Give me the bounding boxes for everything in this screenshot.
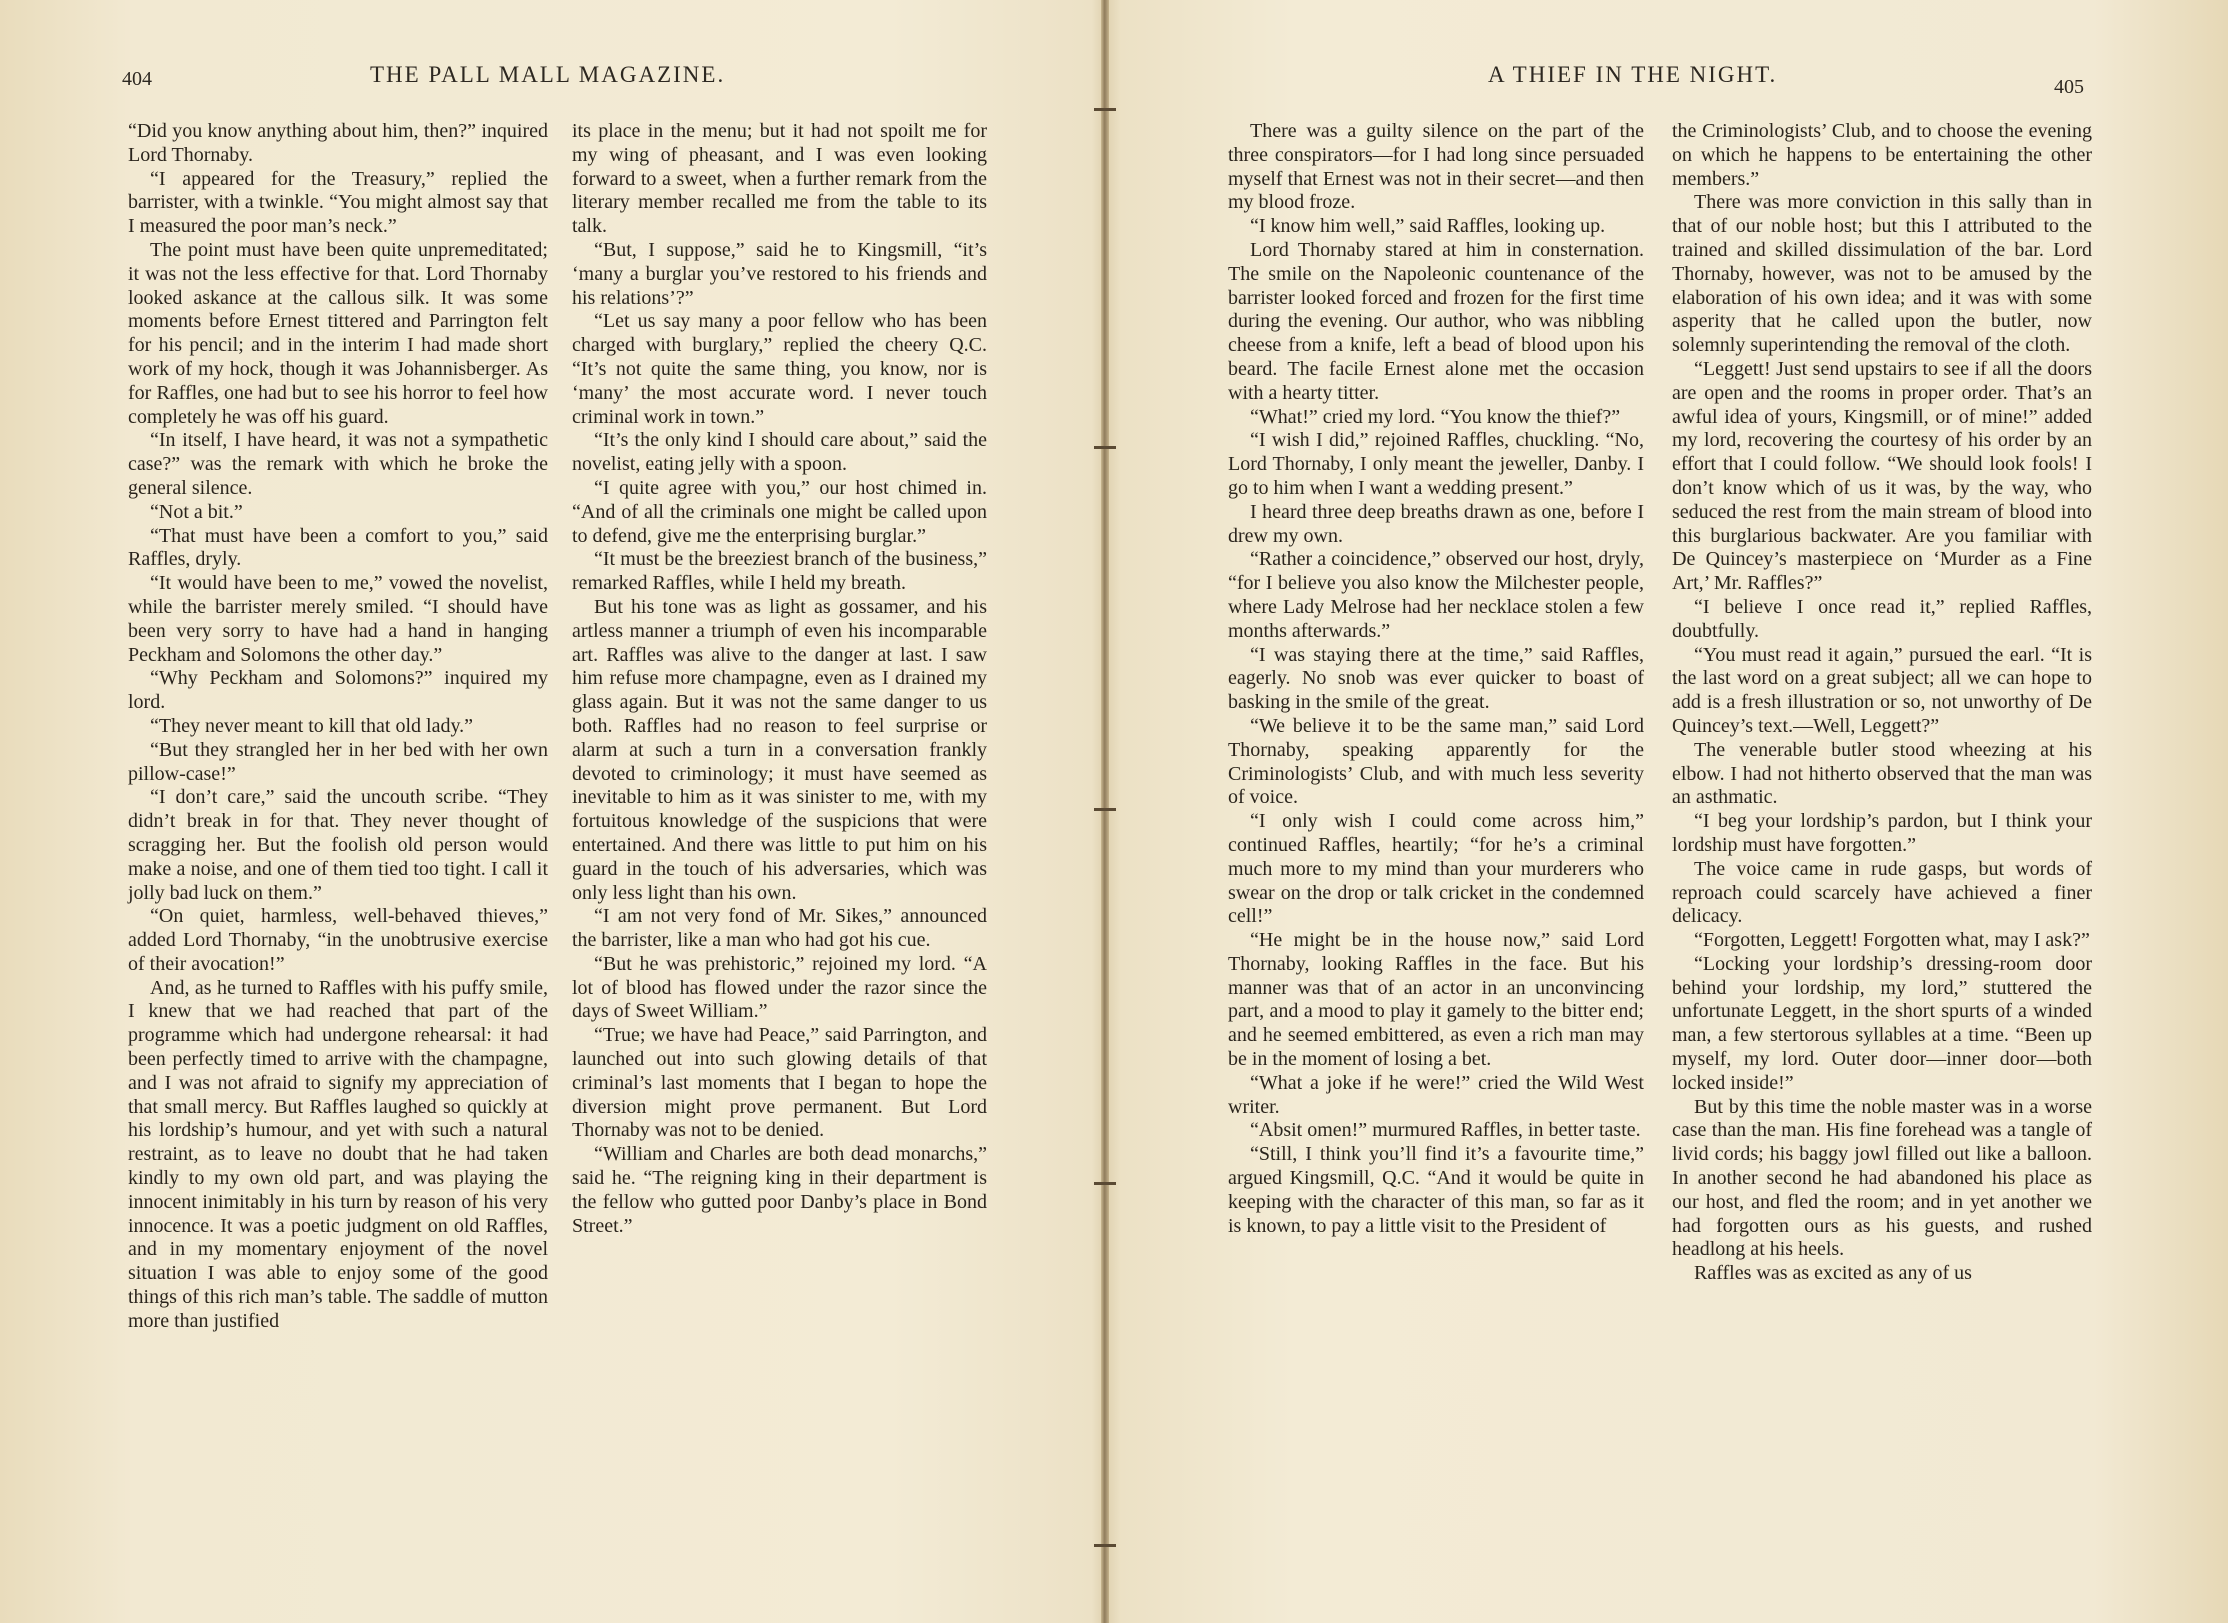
paragraph: “I know him well,” said Raffles, looking up. xyxy=(1250,215,1606,238)
paragraph: “Rather a coincidence,” observed our host, dryly, “for I believe you also know the Milchester people, where Lady Melrose had her necklace stolen a few months afterwards.” xyxy=(1228,548,1644,642)
paragraph: “It’s the only kind I should care about,” said the novelist, eating jelly with a spoon. xyxy=(572,429,987,476)
paragraph: “We believe it to be the same man,” said Lord Thornaby, speaking apparently for the Criminologists’ Club, and with much less severity of voice. xyxy=(1228,714,1644,809)
paragraph: But by this time the noble master was in a worse case than the man. His fine forehead was a tangle of livid cords; his baggy jowl filled out like a balloon. In another second he had abandoned his place as our host, and fled the room; and in yet another we had forgotten ours as his guests, and rushed headlong at his heels. xyxy=(1672,1095,2092,1261)
paragraph: “But, I suppose,” said he to Kingsmill, “it’s ‘many a burglar you’ve restored to his friends and his relations’?” xyxy=(572,238,987,309)
running-head-right: A THIEF IN THE NIGHT. xyxy=(1488,62,1778,87)
paragraph: And, as he turned to Raffles with his puffy smile, I knew that we had reached that part of the programme which had undergone rehearsal: it had been perfectly timed to arrive with the champagne, and I was not afraid to signify my appreciation of that small mercy. But Raffles laughed so quickly at his lordship’s humour, and yet with such a natural restraint, as to leave no doubt that he had taken kindly to my own old part, and was playing the innocent inimitably in his turn by reason of his very innocence. It was a poetic judgment on old Raffles, and in my momentary enjoyment of the novel situation I was able to enjoy some of the good things of this rich man’s table. The saddle of mutton more than justified xyxy=(128,976,548,1332)
right-page-column-2 xyxy=(1672,120,2092,1286)
paragraph: “Did you know anything about him, then?” inquired Lord Thornaby. xyxy=(128,120,548,166)
paragraph: “I am not very fond of Mr. Sikes,” announced the barrister, like a man who had got his cue. xyxy=(572,905,987,952)
page-number-left: 404 xyxy=(122,68,152,90)
paragraph: The voice came in rude gasps, but words of reproach could scarcely have achieved a finer delicacy. xyxy=(1672,857,2092,928)
paragraph: “Not a bit.” xyxy=(150,500,243,523)
paragraph: “It must be the breeziest branch of the business,” remarked Raffles, while I held my breath. xyxy=(572,548,987,595)
paragraph: the Criminologists’ Club, and to choose the evening on which he happens to be entertaining the other members.” xyxy=(1672,120,2092,190)
paragraph: its place in the menu; but it had not spoilt me for my wing of pheasant, and I was even looking forward to a sweet, when a further remark from the literary member recalled me from the table to its talk. xyxy=(572,120,987,238)
paragraph: “True; we have had Peace,” said Parrington, and launched out into such glowing details of that criminal’s last moments that I began to hope the diversion might prove permanent. But Lord Thornaby was not to be denied. xyxy=(572,1024,987,1142)
paragraph: I heard three deep breaths drawn as one, before I drew my own. xyxy=(1228,500,1644,547)
paragraph: “I appeared for the Treasury,” replied the barrister, with a twinkle. “You might almost say that I measured the poor man’s neck.” xyxy=(128,167,548,238)
paragraph: Lord Thornaby stared at him in consternation. The smile on the Napoleonic countenance of the barrister looked forced and frozen for the first time during the evening. Our author, who was nibbling cheese from a knife, left a bead of blood upon his beard. The facile Ernest alone met the occasion with a hearty titter. xyxy=(1228,238,1644,404)
paragraph: “Still, I think you’ll find it’s a favourite time,” argued Kingsmill, Q.C. “And it would be quite in keeping with the character of this man, so far as it is known, to pay a little visit to the President of xyxy=(1228,1143,1644,1237)
paragraph: “I beg your lordship’s pardon, but I think your lordship must have forgotten.” xyxy=(1672,810,2092,856)
paragraph: “You must read it again,” pursued the earl. “It is the last word on a great subject; all we can hope to add is a fresh illustration or so, not unworthy of De Quincey’s text.—Well, Leggett?” xyxy=(1672,643,2092,737)
binding-thread xyxy=(1094,108,1116,111)
paragraph: “What!” cried my lord. “You know the thief?” xyxy=(1250,405,1621,428)
paragraph: “He might be in the house now,” said Lord Thornaby, looking Raffles in the face. But his manner was that of an actor in an unconvincing part, and a mood to play it gamely to the bitter end; and he seemed embittered, as even a rich man may be in the moment of losing a bet. xyxy=(1228,929,1644,1071)
paragraph: There was a guilty silence on the part of the three conspirators—for I had long since persuaded myself that Ernest was not in their secret—and then my blood froze. xyxy=(1228,120,1644,214)
paragraph: “I believe I once read it,” replied Raffles, doubtfully. xyxy=(1672,595,2092,642)
binding-thread xyxy=(1094,808,1116,811)
paragraph: “Forgotten, Leggett! Forgotten what, may I ask?” xyxy=(1694,929,2090,952)
paragraph: “I was staying there at the time,” said Raffles, eagerly. No snob was ever quicker to boast of basking in the smile of the great. xyxy=(1228,643,1644,714)
paragraph: But his tone was as light as gossamer, and his artless manner a triumph of even his incomparable art. Raffles was alive to the danger at last. I saw him refuse more champagne, even as I drained my glass again. But it was not the same danger to us both. Raffles had no reason to feel surprise or alarm at such a turn in a conversation frankly devoted to criminology; it must have seemed as inevitable to him as it was sinister to me, with my fortuitous knowledge of the suspicions that were entertained. And there was little to put him on his guard in the touch of his adversaries, which was only less light than his own. xyxy=(572,595,987,904)
left-page-column-1 xyxy=(128,120,548,1334)
paragraph: “But he was prehistoric,” rejoined my lord. “A lot of blood has flowed under the razor since the days of Sweet William.” xyxy=(572,952,987,1023)
paragraph: “On quiet, harmless, well-behaved thieves,” added Lord Thornaby, “in the unobtrusive exercise of their avocation!” xyxy=(128,905,548,975)
binding-thread xyxy=(1094,1182,1116,1185)
paragraph: “William and Charles are both dead monarchs,” said he. “The reigning king in their department is the fellow who gutted poor Danby’s place in Bond Street.” xyxy=(572,1143,987,1237)
paragraph: “I only wish I could come across him,” continued Raffles, heartily; “for he’s a criminal much more to my mind than your murderers who swear on the drop or talk cricket in the condemned cell!” xyxy=(1228,810,1644,928)
paragraph: “Locking your lordship’s dressing-room door behind your lordship, my lord,” stuttered the unfortunate Leggett, in the short spurts of a winded man, a few stertorous syllables at a time. “Been up myself, my lord. Outer door—inner door—both locked inside!” xyxy=(1672,952,2092,1094)
paragraph: Raffles was as excited as any of us xyxy=(1694,1262,1972,1285)
right-page-column-1 xyxy=(1228,120,1644,1238)
paragraph: “I quite agree with you,” our host chimed in. “And of all the criminals one might be called upon to defend, give me the enterprising burglar.” xyxy=(572,476,987,547)
left-page-column-2 xyxy=(572,120,987,1238)
paragraph: “That must have been a comfort to you,” said Raffles, dryly. xyxy=(128,524,548,571)
paragraph: “Absit omen!” murmured Raffles, in better taste. xyxy=(1250,1119,1641,1142)
paragraph: “They never meant to kill that old lady.” xyxy=(150,714,474,737)
paragraph: “Why Peckham and Solomons?” inquired my lord. xyxy=(128,667,548,714)
book-gutter xyxy=(1101,0,1109,1623)
paragraph: There was more conviction in this sally than in that of our noble host; but this I attributed to the trained and skilled dissimulation of the bar. Lord Thornaby, however, was not to be amused by the elaboration of his own idea; and it was with some asperity that he called upon the butler, now solemnly superintending the removal of the cloth. xyxy=(1672,191,2092,357)
paragraph: “Leggett! Just send upstairs to see if all the doors are open and the rooms in proper order. That’s an awful idea of yours, Kingsmill, or of mine!” added my lord, recovering the courtesy of his order by an effort that I could follow. “We should look fools! I don’t know which of us it was, by the way, who seduced the rest from the main stream of blood into this burglarious backwater. Are you familiar with De Quincey’s masterpiece on ‘Murder as a Fine Art,’ Mr. Raffles?” xyxy=(1672,357,2092,595)
paragraph: “I don’t care,” said the uncouth scribe. “They didn’t break in for that. They never thought of scragging her. But the foolish old person would make a noise, and one of them tied too tight. I call it jolly bad luck on them.” xyxy=(128,786,548,904)
paragraph: The venerable butler stood wheezing at his elbow. I had not hitherto observed that the man was an asthmatic. xyxy=(1672,738,2092,809)
paragraph: “But they strangled her in her bed with her own pillow-case!” xyxy=(128,738,548,785)
running-head-left: THE PALL MALL MAGAZINE. xyxy=(370,62,726,87)
paragraph: The point must have been quite unpremeditated; it was not the less effective for that. Lord Thornaby looked askance at the callous silk. It was some moments before Ernest tittered and Parrington felt for his pencil; and in the interim I had made short work of my hock, though it was Johannisberger. As for Raffles, one had but to see his horror to feel how completely he was off his guard. xyxy=(128,238,548,428)
paragraph: “Let us say many a poor fellow who has been charged with burglary,” replied the cheery Q.C. “It’s not quite the same thing, you know, nor is ‘many’ the most accurate word. I never touch criminal work in town.” xyxy=(572,310,987,428)
binding-thread xyxy=(1094,446,1116,449)
paragraph: “What a joke if he were!” cried the Wild West writer. xyxy=(1228,1071,1644,1118)
page-number-right: 405 xyxy=(2054,76,2084,98)
paragraph: “I wish I did,” rejoined Raffles, chuckling. “No, Lord Thornaby, I only meant the jeweller, Danby. I go to him when I want a wedding present.” xyxy=(1228,429,1644,499)
binding-thread xyxy=(1094,1544,1116,1547)
paragraph: “It would have been to me,” vowed the novelist, while the barrister merely smiled. “I should have been very sorry to have had a hand in hanging Peckham and Solomons the other day.” xyxy=(128,572,548,666)
paragraph: “In itself, I have heard, it was not a sympathetic case?” was the remark with which he broke the general silence. xyxy=(128,429,548,499)
